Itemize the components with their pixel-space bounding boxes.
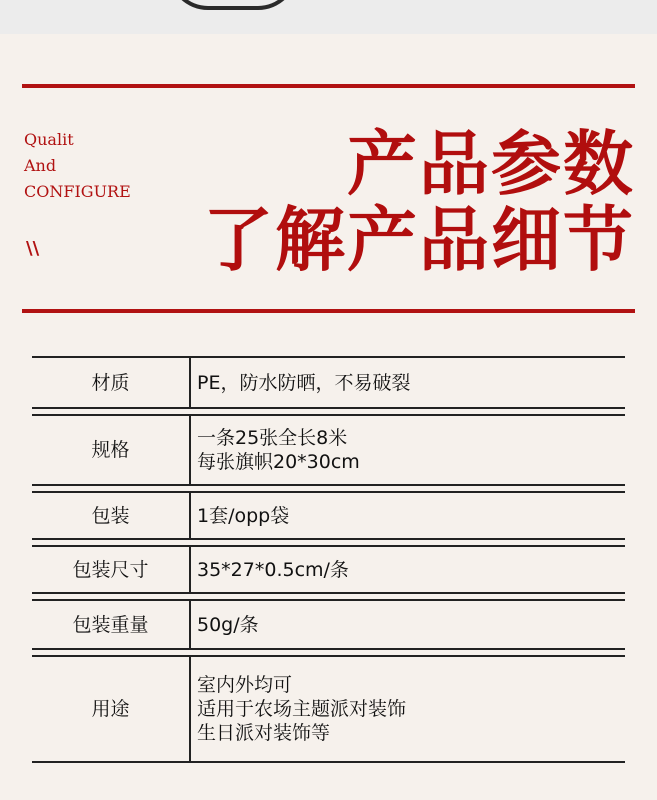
top-image-strip xyxy=(0,0,657,34)
page-title: 产品参数 xyxy=(347,123,635,205)
product-photo-fragment xyxy=(168,0,298,10)
spec-value: 35*27*0.5cm/条 xyxy=(197,558,349,581)
table-row xyxy=(32,357,625,408)
spec-label: 用途 xyxy=(32,656,190,762)
spec-table xyxy=(32,356,625,763)
spec-label: 规格 xyxy=(32,415,190,485)
en-line-2: And xyxy=(24,156,57,175)
en-line-3: CONFIGURE xyxy=(24,182,131,201)
slash-decoration: \\ xyxy=(26,238,40,259)
spec-label: 包装 xyxy=(32,492,190,539)
table-row xyxy=(32,415,625,485)
spec-value: 1套/opp袋 xyxy=(197,504,290,527)
spec-label: 包装重量 xyxy=(32,600,190,649)
bottom-divider xyxy=(22,309,635,313)
table-row xyxy=(32,492,625,539)
en-line-1: Qualit xyxy=(24,130,74,149)
spec-value: PE，防水防晒，不易破裂 xyxy=(197,371,411,394)
table-row xyxy=(32,546,625,593)
top-divider xyxy=(22,84,635,88)
table-row xyxy=(32,600,625,649)
spec-value: 50g/条 xyxy=(197,613,259,636)
english-caption xyxy=(24,127,131,205)
spec-value: 室内外均可 适用于农场主题派对装饰 生日派对装饰等 xyxy=(197,674,407,744)
spec-label: 包装尺寸 xyxy=(32,546,190,593)
spec-label: 材质 xyxy=(32,357,190,408)
page-subtitle: 了解产品细节 xyxy=(203,199,635,281)
table-row xyxy=(32,656,625,762)
spec-value: 一条25张全长8米 每张旗帜20*30cm xyxy=(197,427,360,473)
